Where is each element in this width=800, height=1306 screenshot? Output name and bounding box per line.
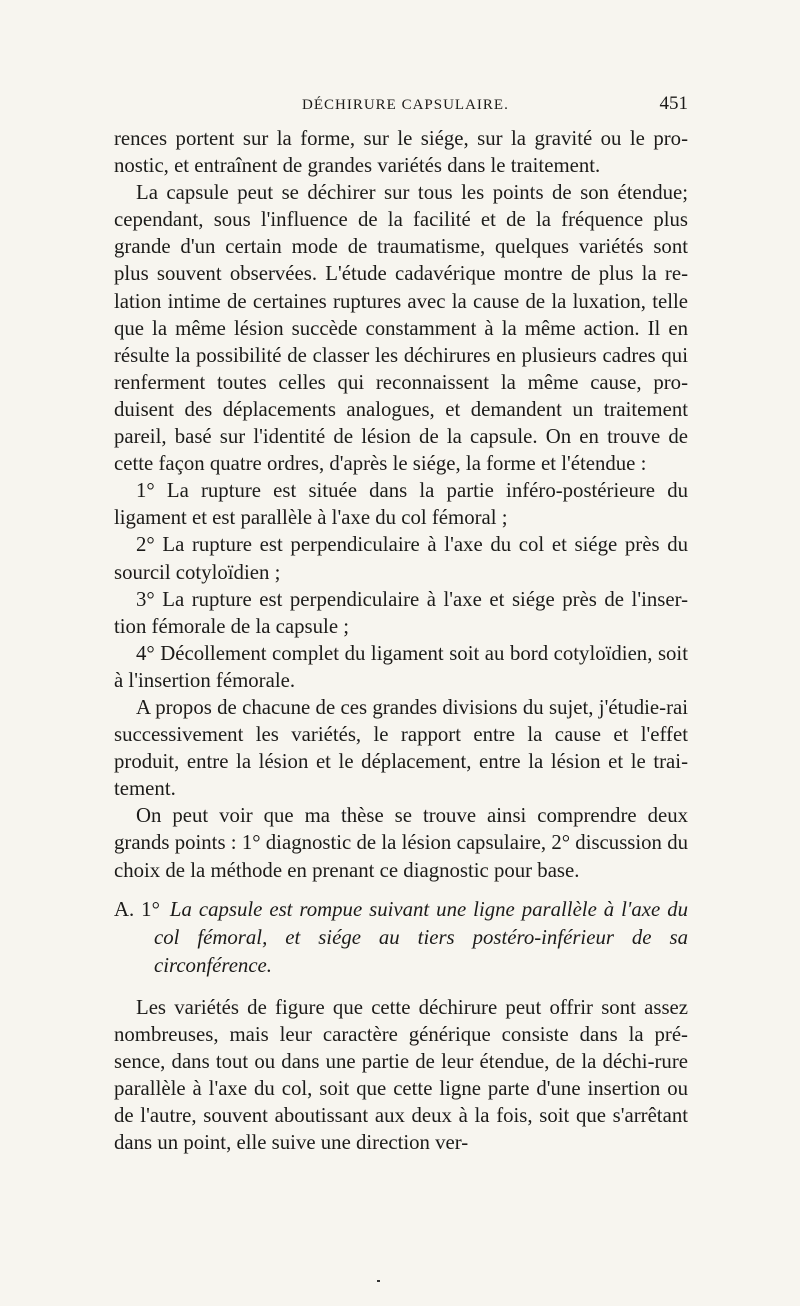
page-header [114,91,688,125]
paragraph-varietes: Les variétés de figure que cette déchirure peut offrir sont assez nombreuses, mais leur caractère générique consiste dans la pré-sence, dans tout ou dans une partie de leur étendue, de la déchi-rure parallèle à l'axe du col, soit que cette ligne parte d'une insertion ou de l'autre, souvent aboutissant aux deux à la fois, soit que s'arrêtant dans un point, elle suive une direction ver- [114,995,688,1155]
paragraph-continuation: rences portent sur la forme, sur le siége, sur la gravité ou le pro-nostic, et entraînent de grandes variétés dans le traitement. [114,127,688,178]
paragraph-a-propos: A propos de chacune de ces grandes divisions du sujet, j'étudie-rai successivement les variétés, le rapport entre la cause et l'effet produit, entre la lésion et le déplacement, entre la lésion et le trai-tement. [114,695,688,801]
list-item-1: 1° La rupture est située dans la partie inféro-postérieure du ligament et est parallèle à l'axe du col fémoral ; [114,479,688,530]
print-mark [377,1280,380,1282]
section-label: A. 1° [114,897,160,921]
list-item-4: 4° Décollement complet du ligament soit au bord cotyloïdien, soit à l'insertion fémorale. [114,641,688,692]
paragraph-these: On peut voir que ma thèse se trouve ainsi comprendre deux grands points : 1° diagnostic de la lésion capsulaire, 2° discussion du choix de la méthode en prenant ce diagnostic pour base. [114,804,688,882]
list-item-2: 2° La rupture est perpendiculaire à l'axe du col et siége près du sourcil cotyloïdien ; [114,533,688,584]
page-number: 451 [659,93,688,114]
book-page [0,91,800,1306]
list-item-3: 3° La rupture est perpendiculaire à l'axe et siége près de l'inser-tion fémorale de la capsule ; [114,587,688,638]
running-title: DÉCHIRURE CAPSULAIRE. [302,97,509,113]
section-heading [114,896,688,980]
section-title: La capsule est rompue suivant une ligne parallèle à l'axe du col fémoral, et siége au tiers postéro-inférieur de sa circonférence. [154,897,688,977]
paragraph-capsule-rupture: La capsule peut se déchirer sur tous les points de son étendue; cependant, sous l'influence de la facilité et de la fréquence plus grande d'un certain mode de traumatisme, quelques variétés sont plus souvent observées. L'étude cadavérique montre de plus la re-lation intime de certaines ruptures avec la cause de la luxation, telle que la même lésion succède constamment à la même action. Il en résulte la possibilité de classer les déchirures en plusieurs cadres qui renferment toutes celles qui reconnaissent la même cause, pro-duisent des déplacements analogues, et demandent un traitement pareil, basé sur l'identité de lésion de la capsule. On en trouve de cette façon quatre ordres, d'après le siége, la forme et l'étendue : [114,181,688,476]
